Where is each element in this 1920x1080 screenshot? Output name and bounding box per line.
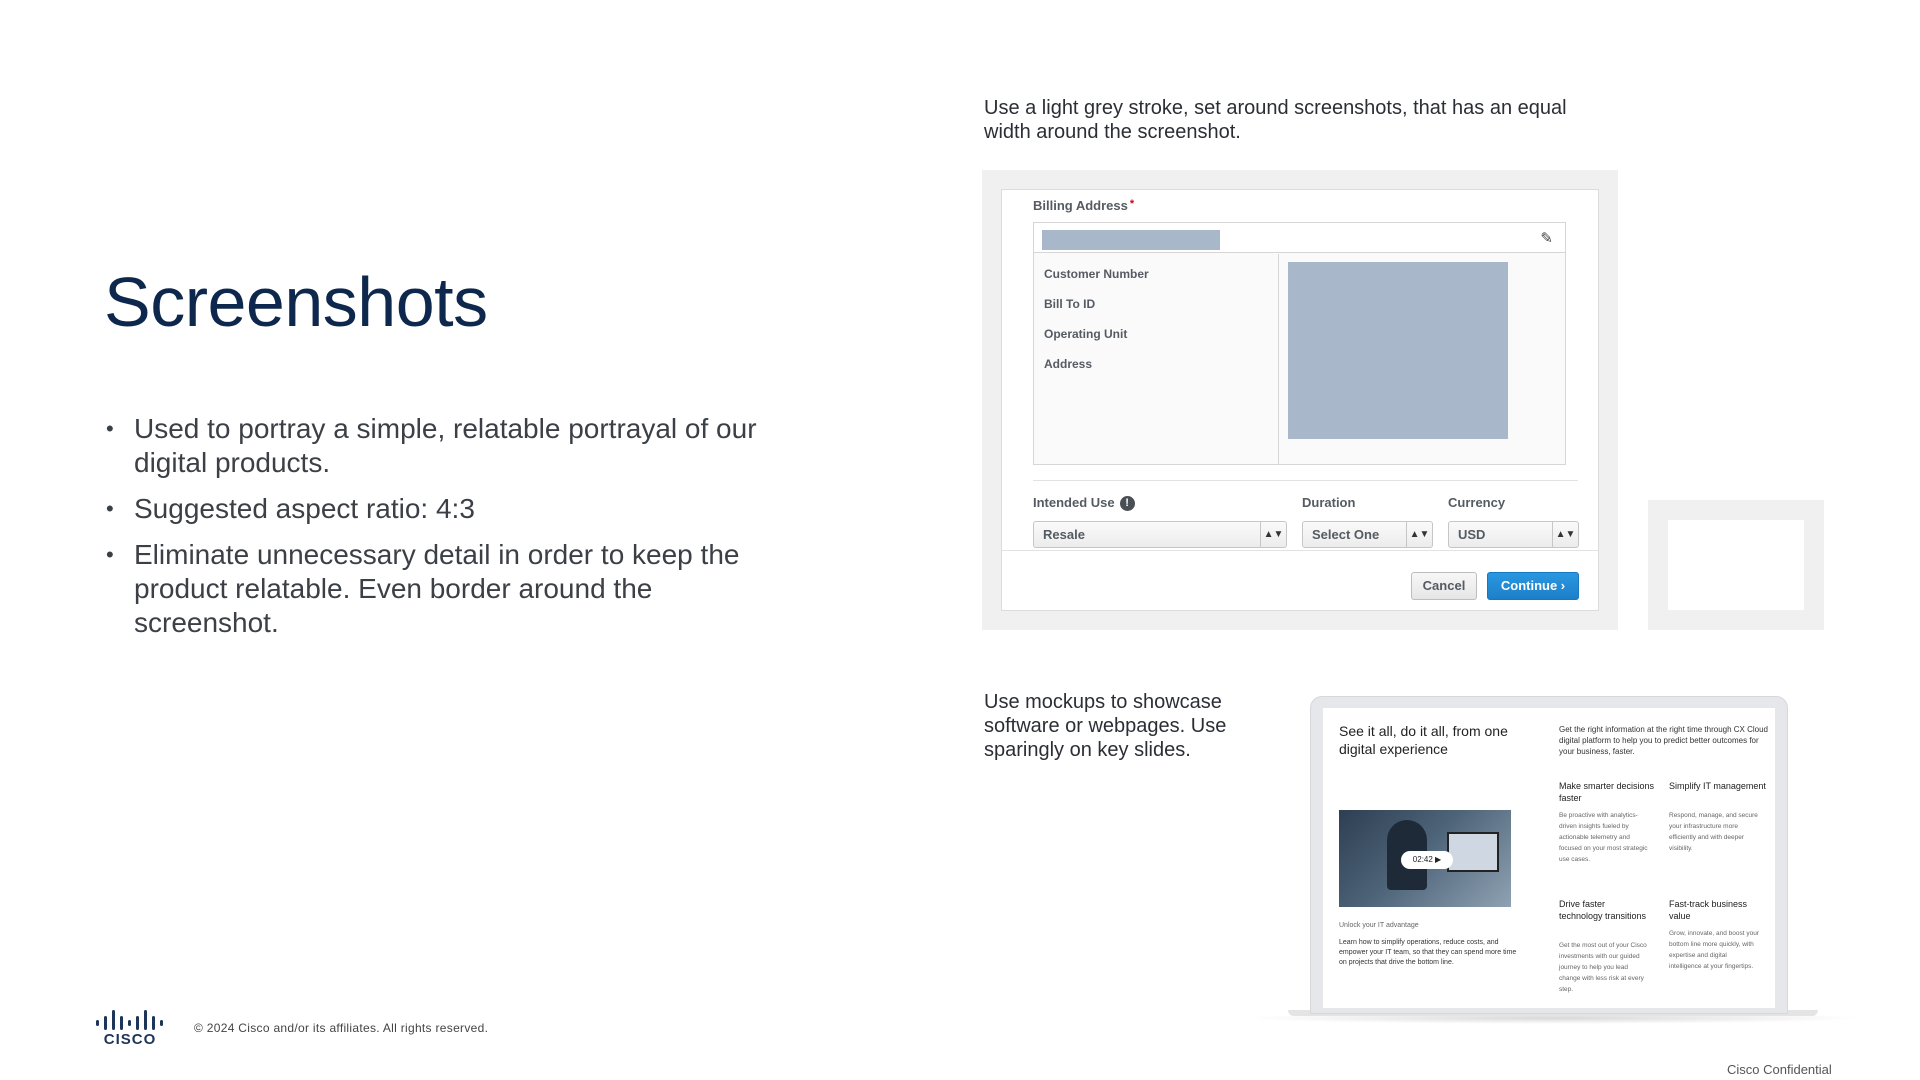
mockup-col2-text: Respond, manage, and secure your infrastructure more efficiently and with deeper visibility.	[1669, 812, 1758, 852]
cisco-logo	[96, 1010, 166, 1046]
intended-use-label: Intended Use !	[1033, 495, 1135, 511]
billing-address-box	[1033, 222, 1566, 465]
field-bill-to-id: Bill To ID	[1044, 297, 1096, 311]
bullet-item: • Used to portray a simple, relatable portrayal of our digital products.	[104, 412, 804, 480]
field-operating-unit: Operating Unit	[1044, 327, 1128, 341]
intended-use-select[interactable]: Resale ▲▼	[1033, 521, 1287, 548]
mockup-col3-text: Get the most out of your Cisco investments with our guided journey to help you lead change with less risk at every step.	[1559, 942, 1647, 993]
confidential-label: Cisco Confidential	[1727, 1062, 1832, 1077]
select-arrows-icon: ▲▼	[1552, 522, 1578, 547]
select-arrows-icon: ▲▼	[1260, 522, 1286, 547]
mockup-col4-title: Fast-track business value	[1669, 899, 1748, 921]
screenshot-caption: Use a light grey stroke, set around screenshots, that has an equal width around the screenshot.	[984, 97, 1567, 143]
mockup-body-text: Learn how to simplify operations, reduce costs, and empower your IT team, so that they can spend more time on projects that drive the bottom line.	[1339, 939, 1517, 966]
monitor-illustration	[1447, 832, 1499, 872]
address-placeholder-image	[1288, 262, 1508, 439]
play-button[interactable]: 02:42 ▶	[1401, 851, 1453, 869]
laptop-screen	[1323, 708, 1775, 1008]
copyright-text: © 2024 Cisco and/or its affiliates. All rights reserved.	[194, 1021, 489, 1035]
select-arrows-icon: ▲▼	[1406, 522, 1432, 547]
bullet-item: • Eliminate unnecessary detail in order to keep the product relatable. Even border around the screenshot.	[104, 538, 804, 640]
info-icon[interactable]: !	[1120, 496, 1135, 511]
form-divider	[1033, 480, 1578, 481]
duration-label: Duration	[1302, 495, 1356, 510]
mockup-col2-title: Simplify IT management	[1669, 781, 1766, 791]
address-selector[interactable]	[1034, 223, 1565, 253]
currency-select[interactable]: USD ▲▼	[1448, 521, 1579, 548]
small-screenshot-frame	[1648, 500, 1824, 630]
field-address: Address	[1044, 357, 1093, 371]
laptop-mockup	[1310, 696, 1788, 1014]
mockup-col1-text: Be proactive with analytics-driven insights fueled by actionable telemetry and focused on your most strategic use cases.	[1559, 812, 1648, 863]
required-mark: *	[1129, 198, 1135, 210]
mockup-col1-title: Make smarter decisions faster	[1559, 781, 1655, 803]
mockup-caption: Use mockups to showcase software or webpages. Use sparingly on key slides.	[984, 691, 1227, 761]
bullet-list	[104, 412, 804, 652]
screenshot-frame	[982, 170, 1618, 630]
address-placeholder-bar	[1042, 230, 1220, 250]
address-fields	[1034, 254, 1279, 464]
screenshot-form	[1001, 189, 1599, 611]
mockup-video-thumbnail[interactable]	[1339, 810, 1511, 907]
duration-select[interactable]: Select One ▲▼	[1302, 521, 1433, 548]
cancel-button[interactable]: Cancel	[1411, 572, 1477, 600]
mockup-headline: See it all, do it all, from one digital experience	[1339, 723, 1508, 757]
bullet-item: • Suggested aspect ratio: 4:3	[104, 492, 804, 526]
continue-button[interactable]: Continue ›	[1487, 572, 1579, 600]
slide-title: Screenshots	[104, 263, 488, 341]
small-screenshot-placeholder	[1668, 520, 1804, 610]
cisco-logo-text: CISCO	[103, 1031, 157, 1046]
pencil-icon[interactable]: ✎	[1540, 230, 1553, 247]
form-footer-divider	[1002, 550, 1598, 551]
field-customer-number: Customer Number	[1044, 267, 1149, 281]
mockup-video-caption: Unlock your IT advantage	[1339, 922, 1419, 929]
mockup-intro: Get the right information at the right time through CX Cloud digital platform to help you to predict better outcomes for your business, faster.	[1559, 725, 1768, 756]
currency-label: Currency	[1448, 495, 1506, 510]
billing-address-label: Billing Address *	[1033, 198, 1135, 213]
mockup-col3-title: Drive faster technology transitions	[1559, 899, 1647, 921]
mockup-col4-text: Grow, innovate, and boost your bottom line more quickly, with expertise and digital intelligence at your fingertips.	[1669, 930, 1759, 970]
